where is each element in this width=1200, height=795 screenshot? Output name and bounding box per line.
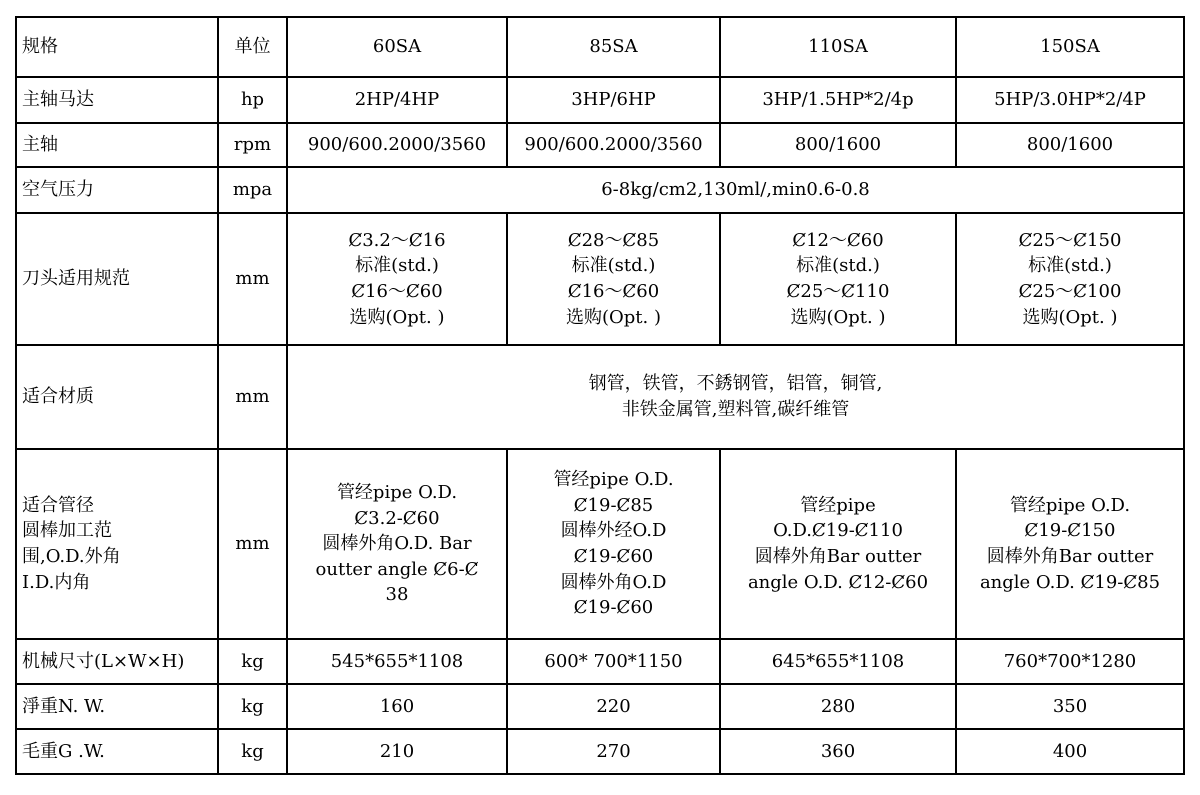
row-label [16,449,218,639]
row-unit: mpa [218,167,287,213]
table-cell: 220 [507,684,720,729]
cell-text: 管经pipe O.D. Ȼ19-Ȼ85 圆棒外经O.D Ȼ19-Ȼ60 圆棒外角O.D Ȼ19-Ȼ60 [553,469,674,619]
table-row-spindle-motor [16,77,1184,123]
table-cell [720,213,956,345]
table-cell: 3HP/1.5HP*2/4p [720,77,956,123]
row-label: 适合材质 [16,345,218,449]
header-model-110sa: 110SA [720,17,956,77]
table-row-net-weight [16,684,1184,729]
table-cell: 160 [287,684,507,729]
table-cell: 5HP/3.0HP*2/4P [956,77,1184,123]
table-cell: 760*700*1280 [956,639,1184,684]
table-row-material [16,345,1184,449]
row-unit: mm [218,449,287,639]
row-unit: kg [218,684,287,729]
table-cell: 3HP/6HP [507,77,720,123]
table-cell [507,449,720,639]
table-cell: 210 [287,729,507,774]
table-cell [956,449,1184,639]
merged-cell: 6-8kg/cm2,130ml/,min0.6-0.8 [287,167,1184,213]
header-model-60sa: 60SA [287,17,507,77]
cell-text: 管经pipe O.D. Ȼ3.2-Ȼ60 圆棒外角O.D. Bar outter angle Ȼ6-Ȼ 38 [315,482,479,606]
table-row-dimensions [16,639,1184,684]
row-label: 主轴马达 [16,77,218,123]
table-cell [720,449,956,639]
cell-text: Ȼ28～Ȼ85 标准(std.) Ȼ16～Ȼ60 选购(Opt. ) [565,229,661,328]
row-label: 主轴 [16,123,218,167]
cell-text: 管经pipe O.D.Ȼ19-Ȼ110 圆棒外角Bar outter angle O.D. Ȼ12-Ȼ60 [747,494,929,593]
table-cell: 350 [956,684,1184,729]
table-row-pipe-range [16,449,1184,639]
row-label: 刀头适用规范 [16,213,218,345]
table-row-air-pressure [16,167,1184,213]
row-label: 毛重G .W. [16,729,218,774]
table-cell [287,449,507,639]
row-unit: mm [218,345,287,449]
table-row-cutter-spec [16,213,1184,345]
header-unit-label: 单位 [218,17,287,77]
row-unit: kg [218,639,287,684]
cell-text: Ȼ3.2～Ȼ16 标准(std.) Ȼ16～Ȼ60 选购(Opt. ) [348,229,446,328]
table-row-spindle [16,123,1184,167]
table-cell [507,213,720,345]
table-cell: 2HP/4HP [287,77,507,123]
table-cell: 900/600.2000/3560 [507,123,720,167]
row-label: 机械尺寸(L×W×H) [16,639,218,684]
cell-text: 管经pipe O.D. Ȼ19-Ȼ150 圆棒外角Bar outter angle O.D. Ȼ19-Ȼ85 [979,494,1161,593]
row-unit: mm [218,213,287,345]
row-unit: kg [218,729,287,774]
row-unit: hp [218,77,287,123]
row-unit: rpm [218,123,287,167]
table-cell: 600* 700*1150 [507,639,720,684]
cell-text: Ȼ25～Ȼ150 标准(std.) Ȼ25～Ȼ100 选购(Opt. ) [1018,229,1122,328]
table-cell [287,213,507,345]
table-header-row [16,17,1184,77]
spec-table [15,16,1185,775]
table-cell: 545*655*1108 [287,639,507,684]
table-cell: 270 [507,729,720,774]
cell-text: 适合管径 圆棒加工范 围,O.D.外角 I.D.内角 [22,494,121,593]
merged-cell [287,345,1184,449]
table-cell [956,213,1184,345]
table-row-gross-weight [16,729,1184,774]
table-cell: 800/1600 [720,123,956,167]
table-cell: 900/600.2000/3560 [287,123,507,167]
header-spec-label: 规格 [16,17,218,77]
cell-text: Ȼ12～Ȼ60 标准(std.) Ȼ25～Ȼ110 选购(Opt. ) [786,229,890,328]
table-cell: 360 [720,729,956,774]
cell-text: 钢管，铁管，不銹钢管，铝管，铜管, 非铁金属管,塑料管,碳纤维管 [588,373,883,420]
table-cell: 400 [956,729,1184,774]
row-label: 淨重N. W. [16,684,218,729]
table-cell: 280 [720,684,956,729]
row-label: 空气压力 [16,167,218,213]
header-model-85sa: 85SA [507,17,720,77]
table-cell: 645*655*1108 [720,639,956,684]
header-model-150sa: 150SA [956,17,1184,77]
table-cell: 800/1600 [956,123,1184,167]
